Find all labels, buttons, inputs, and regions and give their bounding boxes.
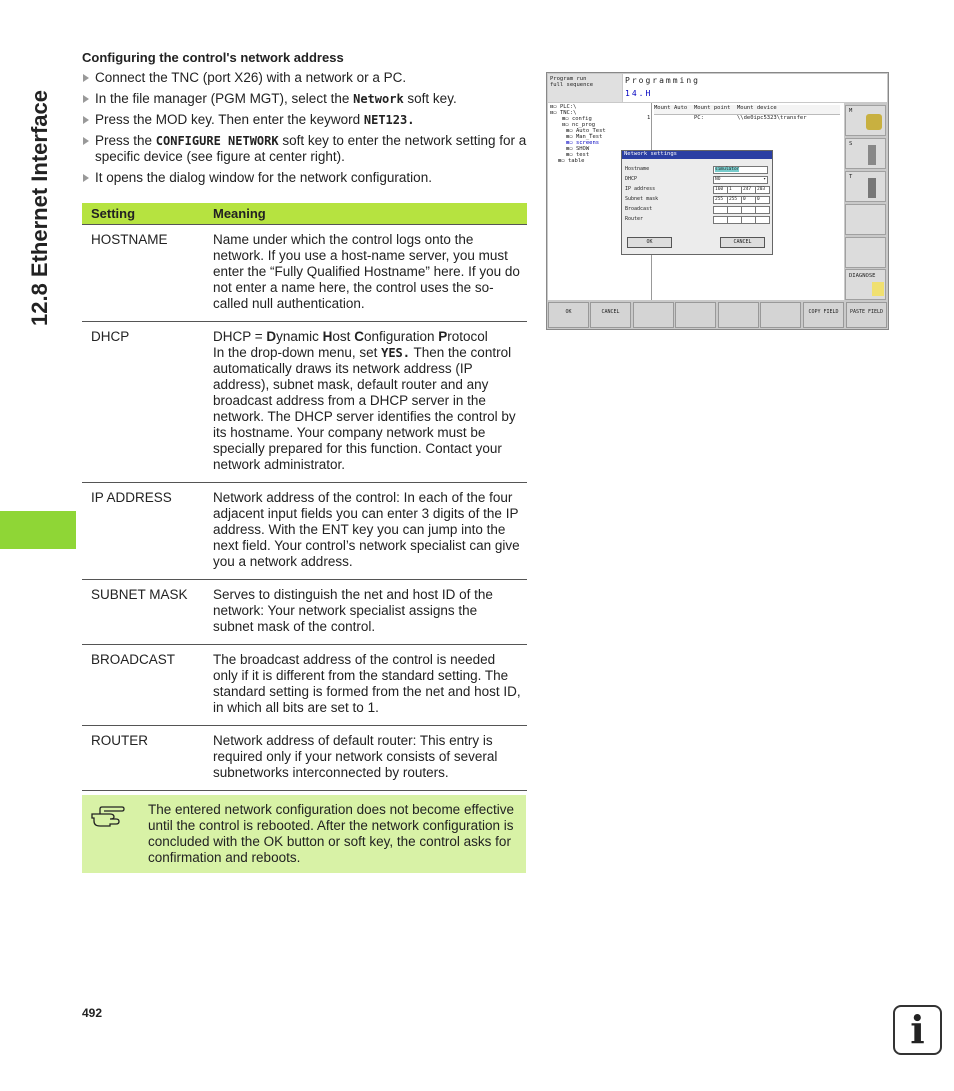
cancel-softkey[interactable]: CANCEL [590, 302, 631, 328]
setting-cell: ROUTER [82, 726, 204, 791]
chapter-side-title: 12.8 Ethernet Interface [27, 90, 52, 326]
setting-cell: DHCP [82, 322, 204, 483]
meaning-cell: Network address of the control: In each of the four adjacent input fields you can enter 3 digits of the IP address. With the ENT key you can jump into the next field. Your control’s network specialist can give you a network address. [204, 483, 527, 580]
settings-table [82, 203, 527, 791]
step-item: Connect the TNC (port X26) with a network or a PC. [82, 70, 527, 86]
grid-header: Mount Auto Mount point Mount device [654, 105, 840, 115]
section-heading: Configuring the control's network address [82, 50, 344, 65]
machine-mode-panel: Program run full sequence [548, 74, 622, 102]
broadcast-field[interactable] [741, 206, 756, 214]
meaning-cell: Network address of default router: This entry is required only if your network consists of several subnetworks interconnected by routers. [204, 726, 527, 791]
setting-cell: IP ADDRESS [82, 483, 204, 580]
info-icon: i [893, 1005, 942, 1055]
tnc-screenshot [546, 72, 889, 330]
tree-item: ⊞▭ Auto_Test [566, 128, 606, 134]
step-item: In the file manager (PGM MGT), select the Network soft key. [82, 91, 527, 107]
tree-item: ⊞▭ SHOW [566, 146, 590, 152]
mask-field[interactable]: 0 [755, 196, 770, 204]
note-text: The entered network configuration does not become effective until the control is rebooted. After the network configuration is concluded with the OK button or soft key, the control asks for confirmation and reboots. [148, 802, 514, 865]
grid-row[interactable]: 1 PC: \\de0ipc5323\transfer [647, 115, 807, 121]
empty-side-key[interactable] [845, 237, 886, 268]
meaning-cell: Serves to distinguish the net and host ID of the network: Your network specialist assigns the subnet mask of the control. [204, 580, 527, 645]
note-box [82, 795, 526, 873]
meaning-cell: The broadcast address of the control is needed only if it is different from the standard setting. The standard setting is formed from the net and host ID, in which all bits are set to 1. [204, 645, 527, 726]
network-settings-dialog: Network settings Hostname DHCP IP address Subnet mask Broadcast Router simulator NO ▾ 160 1 247 203 255 255 0 0 OK CANCEL [621, 150, 773, 255]
step-list [82, 70, 527, 191]
empty-softkey[interactable] [718, 302, 759, 328]
tree-item: ⊟▭ nc_prog [562, 122, 596, 128]
ip-field[interactable]: 1 [727, 186, 742, 194]
dialog-title: Network settings [622, 151, 772, 159]
tree-item: ⊞▭ test [566, 152, 590, 158]
table-row [82, 580, 527, 645]
router-field[interactable] [713, 216, 728, 224]
empty-softkey[interactable] [760, 302, 801, 328]
table-row [82, 483, 527, 580]
step-item: It opens the dialog window for the network configuration. [82, 170, 527, 186]
table-row [82, 726, 527, 791]
ip-field[interactable]: 247 [741, 186, 756, 194]
table-row [82, 645, 527, 726]
table-row [82, 225, 527, 322]
table-row [82, 322, 527, 483]
step-item: Press the CONFIGURE NETWORK soft key to enter the network setting for a specific device (see figure at center right). [82, 133, 527, 165]
hostname-field[interactable]: simulator [713, 166, 768, 174]
m-function-key[interactable]: M [845, 105, 886, 136]
setting-cell: HOSTNAME [82, 225, 204, 322]
vertical-softkey-bar [845, 103, 887, 300]
ip-field[interactable]: 160 [713, 186, 728, 194]
ok-softkey[interactable]: OK [548, 302, 589, 328]
dialog-ok-button[interactable]: OK [627, 237, 672, 248]
empty-softkey[interactable] [675, 302, 716, 328]
page-number: 492 [82, 1006, 103, 1020]
programming-mode-panel: Programming 14.H [623, 74, 887, 102]
s-function-key[interactable]: S [845, 138, 886, 169]
tree-item: ⊞▭ Man_Test [566, 134, 603, 140]
mask-field[interactable]: 255 [713, 196, 728, 204]
empty-side-key[interactable] [845, 204, 886, 235]
header-meaning: Meaning [204, 203, 527, 225]
meaning-cell: DHCP = Dynamic Host Configuration Protocol In the drop-down menu, set YES. Then the control automatically draws its network address (IP address), subnet mask, default router and any broadcast address from a DHCP server in the network. The DHCP server identifies the control by its hostname. Your company network must be specially prepared for this function. Contact your network administrator. [204, 322, 527, 483]
tree-item: ⊞▭ table [558, 158, 585, 164]
step-item: Press the MOD key. Then enter the keyword NET123. [82, 112, 527, 128]
softkey-bar [548, 302, 887, 328]
tree-item: ⊞▭ config [562, 116, 592, 122]
mask-field[interactable]: 0 [741, 196, 756, 204]
spindle-icon [868, 145, 876, 165]
setting-cell: SUBNET MASK [82, 580, 204, 645]
empty-softkey[interactable] [633, 302, 674, 328]
router-field[interactable] [755, 216, 770, 224]
setting-cell: BROADCAST [82, 645, 204, 726]
tree-item: ⊟▭ TNC:\ [550, 110, 577, 116]
header-setting: Setting [82, 203, 204, 225]
tree-item: ⊟▭ PLC:\ [550, 104, 577, 110]
meaning-cell: Name under which the control logs onto the network. If you use a host-name server, you must enter the “Fully Qualified Hostname” here. If you do not enter a name here, the control uses the so-called null authentication. [204, 225, 527, 322]
broadcast-field[interactable] [727, 206, 742, 214]
dialog-cancel-button[interactable]: CANCEL [720, 237, 765, 248]
router-field[interactable] [727, 216, 742, 224]
diagnose-key[interactable]: DIAGNOSE [845, 269, 886, 300]
tree-item: ⊞▭ screens [566, 140, 600, 146]
broadcast-field[interactable] [755, 206, 770, 214]
router-field[interactable] [741, 216, 756, 224]
t-function-key[interactable]: T [845, 171, 886, 202]
mask-field[interactable]: 255 [727, 196, 742, 204]
broadcast-field[interactable] [713, 206, 728, 214]
chapter-tab-marker [0, 511, 76, 549]
ip-field[interactable]: 203 [755, 186, 770, 194]
tool-icon [868, 178, 876, 198]
chevron-down-icon: ▾ [763, 177, 766, 182]
m-icon [866, 114, 882, 130]
copy-field-softkey[interactable]: COPY FIELD [803, 302, 844, 328]
paste-field-softkey[interactable]: PASTE FIELD [846, 302, 887, 328]
dhcp-select[interactable]: NO ▾ [715, 177, 766, 182]
diagnose-icon [872, 282, 884, 296]
pointing-hand-icon [90, 805, 126, 829]
